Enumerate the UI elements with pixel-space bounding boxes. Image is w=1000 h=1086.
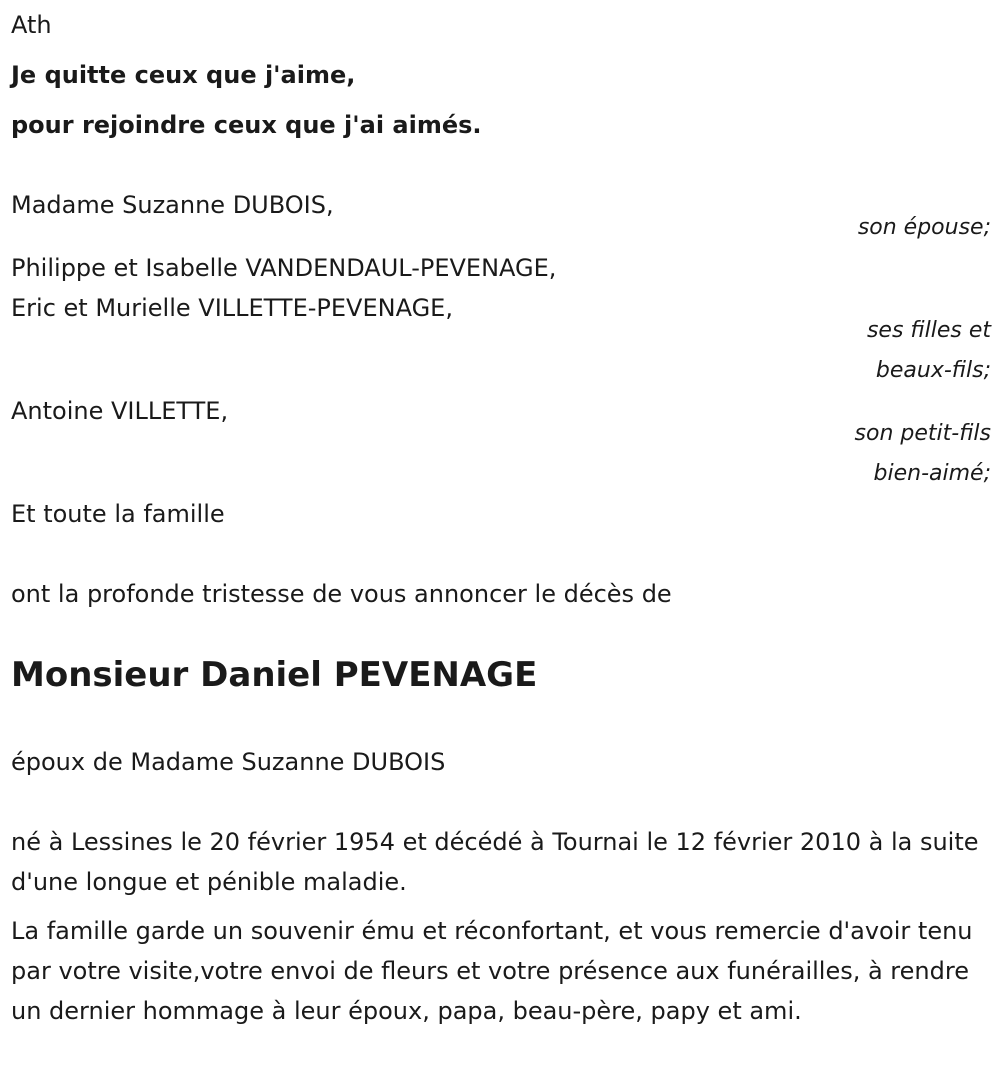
announcement: ont la profonde tristesse de vous annoncer le décès de bbox=[11, 580, 672, 608]
thanks-text: La famille garde un souvenir ému et réconfortant, et vous remercie d'avoir tenu par votre visite,votre envoi de fleurs et votre présence aux funérailles, à rendre un dernier hommage à leur époux, papa, beau-père, papy et ami. bbox=[11, 917, 973, 1025]
birth-death-text: né à Lessines le 20 février 1954 et décédé à Tournai le 12 février 2010 à la suite d'une longue et pénible maladie. bbox=[11, 828, 979, 896]
family-daughter-1-name: Philippe et Isabelle VANDENDAUL-PEVENAGE, bbox=[11, 254, 557, 282]
family-daughters-relation-line-2: beaux-fils; bbox=[875, 358, 991, 383]
quote-line-1: Je quitte ceux que j'aime, bbox=[11, 61, 356, 89]
quote-line-2: pour rejoindre ceux que j'ai aimés. bbox=[11, 111, 482, 139]
family-grandson-relation-line-1: son petit-fils bbox=[854, 421, 991, 446]
spouse-line: époux de Madame Suzanne DUBOIS bbox=[11, 748, 446, 776]
deceased-name: Monsieur Daniel PEVENAGE bbox=[11, 655, 538, 695]
family-spouse-name: Madame Suzanne DUBOIS, bbox=[11, 191, 334, 219]
location: Ath bbox=[11, 11, 52, 39]
family-daughters-relation-line-1: ses filles et bbox=[866, 318, 991, 343]
family-grandson-name: Antoine VILLETTE, bbox=[11, 397, 229, 425]
family-spouse-relation: son épouse; bbox=[857, 215, 991, 240]
whole-family: Et toute la famille bbox=[11, 500, 225, 528]
family-grandson-relation-line-2: bien-aimé; bbox=[873, 461, 991, 486]
family-daughter-2-name: Eric et Murielle VILLETTE-PEVENAGE, bbox=[11, 294, 453, 322]
